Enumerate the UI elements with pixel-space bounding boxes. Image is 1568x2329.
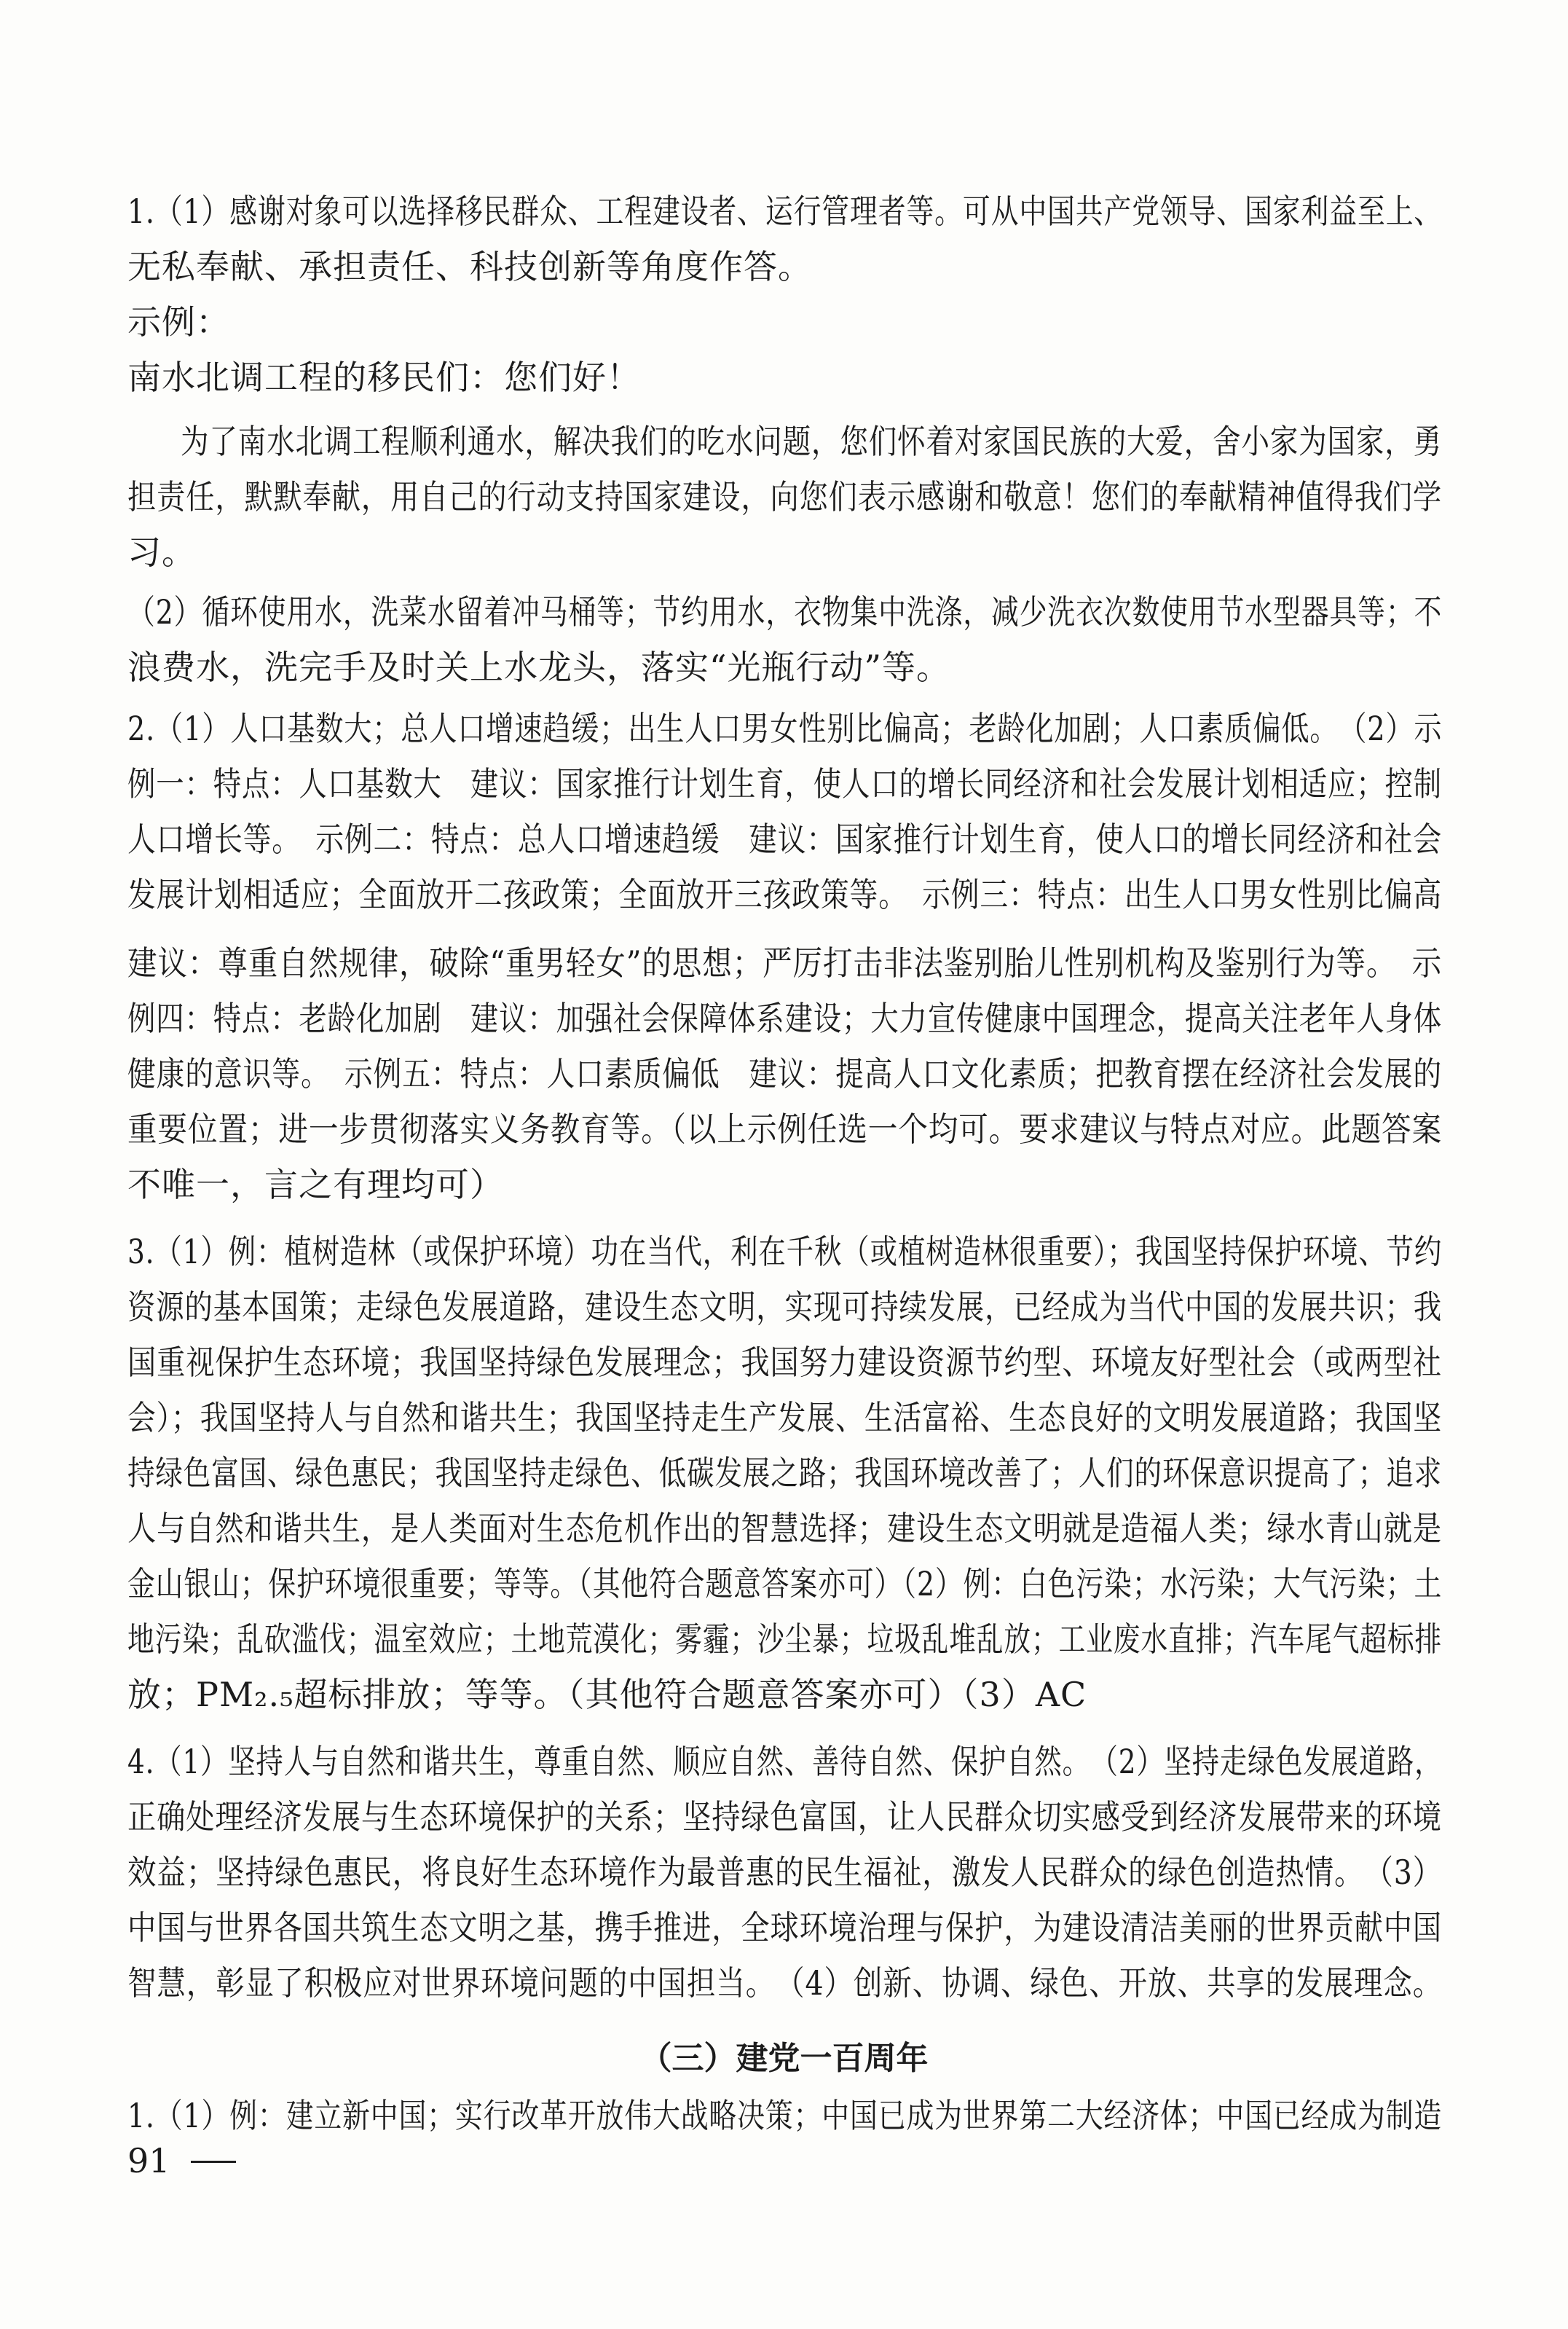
answer-line: 会）；我国坚持人与自然和谐共生；我国坚持走生产发展、生活富裕、生态良好的文明发展道路；我国坚	[127, 1398, 1442, 1437]
answer-line: 金山银山；保护环境很重要；等等。（其他符合题意答案亦可）（2）例：白色污染；水污染；大气污染；土	[127, 1564, 1443, 1603]
answer-line: 建议：尊重自然规律，破除“重男轻女”的思想；严厉打击非法鉴别胎儿性别机构及鉴别行为等。 示	[127, 943, 1443, 983]
answer-line: （2）循环使用水，洗菜水留着冲马桶等；节约用水，衣物集中洗涤，减少洗衣次数使用节水型器具等；不	[127, 592, 1443, 632]
answer-line: 人口增长等。 示例二：特点：总人口增速趋缓 建议：国家推行计划生育，使人口的增长同经济和社会	[127, 820, 1442, 859]
answer-line: 发展计划相适应；全面放开二孩政策；全面放开三孩政策等。 示例三：特点：出生人口男女性别比偏高	[127, 875, 1442, 914]
answer-line: 例一：特点：人口基数大 建议：国家推行计划生育，使人口的增长同经济和社会发展计划相适应；控制	[127, 764, 1442, 804]
answer-line: 2.（1）人口基数大；总人口增速趋缓；出生人口男女性别比偏高；老龄化加剧；人口素质偏低。 （2）示	[127, 709, 1443, 748]
answer-line: 人与自然和谐共生，是人类面对生态危机作出的智慧选择；建设生态文明就是造福人类；绿水青山就是	[127, 1509, 1442, 1548]
answer-line: 担责任，默默奉献，用自己的行动支持国家建设，向您们表示感谢和敬意！您们的奉献精神值得我们学	[127, 477, 1442, 517]
answer-line: 中国与世界各国共筑生态文明之基，携手推进，全球环境治理与保护，为建设清洁美丽的世界贡献中国	[127, 1908, 1442, 1947]
answer-line: 无私奉献、承担责任、科技创新等角度作答。	[127, 247, 812, 286]
answer-line: 3.（1）例：植树造林（或保护环境）功在当代，利在千秋（或植树造林很重要）；我国坚持保护环境、节约	[127, 1232, 1443, 1271]
answer-line: 南水北调工程的移民们：您们好！	[127, 358, 641, 397]
answer-line: 健康的意识等。 示例五：特点：人口素质偏低 建议：提高人口文化素质；把教育摆在经济社会发展的	[127, 1054, 1442, 1093]
answer-line: 习。	[127, 533, 196, 572]
answer-line: 正确处理经济发展与生态环境保护的关系；坚持绿色富国，让人民群众切实感受到经济发展带来的环境	[127, 1797, 1442, 1837]
answer-line: 资源的基本国策；走绿色发展道路，建设生态文明，实现可持续发展，已经成为当代中国的发展共识；我	[127, 1287, 1442, 1327]
answer-line: 持绿色富国、绿色惠民；我国坚持走绿色、低碳发展之路；我国环境改善了；人们的环保意识提高了；追求	[127, 1453, 1442, 1493]
answer-line: 为了南水北调工程顺利通水，解决我们的吃水问题，您们怀着对家国民族的大爱，舍小家为国家，勇	[181, 422, 1442, 461]
answer-line: 重要位置；进一步贯彻落实义务教育等。（以上示例任选一个均可。要求建议与特点对应。此题答案	[127, 1109, 1442, 1149]
answer-line: 1.（1）感谢对象可以选择移民群众、工程建设者、运行管理者等。可从中国共产党领导、国家利益至上、	[127, 192, 1443, 231]
answer-line: 放；PM₂.₅超标排放；等等。（其他符合题意答案亦可）（3）AC	[127, 1675, 1087, 1714]
answer-line: 浪费水，洗完手及时关上水龙头，落实“光瓶行动”等。	[127, 648, 951, 687]
answer-line: 地污染；乱砍滥伐；温室效应；土地荒漠化；雾霾；沙尘暴；垃圾乱堆乱放；工业废水直排；汽车尾气超标排	[127, 1619, 1442, 1659]
answer-line: 智慧，彰显了积极应对世界环境问题的中国担当。 （4）创新、协调、绿色、开放、共享的发展理念。	[127, 1963, 1443, 2003]
page-number-dash	[191, 2161, 236, 2163]
last-answer-line: 1.（1）例：建立新中国；实行改革开放伟大战略决策；中国已成为世界第二大经济体；中国已经成为制造	[127, 2096, 1443, 2135]
answer-line: 国重视保护生态环境；我国坚持绿色发展理念；我国努力建设资源节约型、环境友好型社会（或两型社	[127, 1343, 1442, 1382]
answer-line: 示例：	[127, 302, 230, 342]
answer-line: 效益；坚持绿色惠民，将良好生态环境作为最普惠的民生福祉，激发人民群众的绿色创造热情。 （3）	[127, 1853, 1443, 1892]
page-number: 91	[127, 2141, 170, 2180]
answer-line: 例四：特点：老龄化加剧 建议：加强社会保障体系建设；大力宣传健康中国理念，提高关注老年人身体	[127, 999, 1442, 1038]
section-heading: （三）建党一百周年	[639, 2040, 929, 2077]
answer-line: 不唯一，言之有理均可）	[127, 1165, 504, 1204]
answer-line: 4.（1）坚持人与自然和谐共生，尊重自然、顺应自然、善待自然、保护自然。 （2）坚持走绿色发展道路，	[127, 1742, 1443, 1781]
